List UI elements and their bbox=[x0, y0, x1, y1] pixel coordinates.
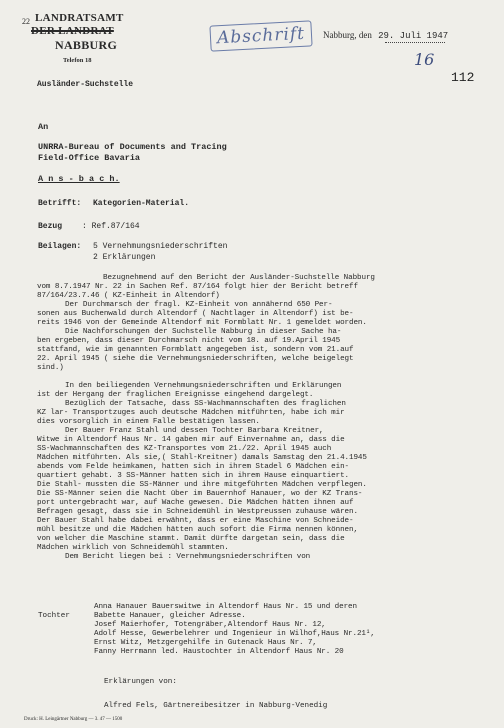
body-line: ben ergeben, dass dieser Durchmarsch nicht vom 18. auf 19.April 1945 bbox=[37, 337, 341, 345]
body-line: Dem Bericht liegen bei : Vernehmungsniederschriften von bbox=[65, 553, 311, 561]
reference-value: : Ref.87/164 bbox=[82, 222, 140, 231]
body-line: mühl besitze und die Mädchen hätten auch sofort die Firma nennen können, bbox=[37, 526, 358, 534]
recipient-an: An bbox=[38, 122, 49, 132]
body-line: SS-Wachmannschaften des KZ-Transportes vom 21./22. April 1945 auch bbox=[37, 445, 332, 453]
footer-print-note: Druck: H. Leingärtner Nabburg — 3. 47 — 1500 bbox=[24, 717, 123, 722]
witness-item: Adolf Hesse, Gewerbelehrer und Ingenieur in Wilhof,Haus Nr.21¹, bbox=[94, 630, 375, 638]
body-line: reits 1946 von der Gemeinde Altendorf mit Formblatt Nr. 1 gemeldet worden. bbox=[37, 319, 367, 327]
body-line: Der Durchmarsch der fragl. KZ-Einheit von annähernd 650 Per- bbox=[65, 301, 333, 309]
enclosures-label: Beilagen: bbox=[38, 242, 82, 251]
recipient-line1: UNRRA-Bureau of Documents and Tracing bbox=[38, 142, 227, 152]
body-line: von welcher die Maschine stammt. Damit dürfte dargetan sein, dass die bbox=[37, 535, 345, 543]
body-line: In den beiliegenden Vernehmungsniederschriften und Erklärungen bbox=[65, 382, 342, 390]
reference-label: Bezug bbox=[38, 222, 63, 231]
body-line: Der Bauer Franz Stahl und dessen Tochter Barbara Kreitner, bbox=[65, 427, 324, 435]
handwritten-number: 16 bbox=[414, 50, 435, 69]
body-line: Die SS-Männer seien die Nacht über im Bauernhof Hanauer, wo der KZ Trans- bbox=[37, 490, 363, 498]
body-line: ist der Hergang der fraglichen Ereignisse eingehend dargelegt. bbox=[37, 391, 314, 399]
recipient-line2: Field-Office Bavaria bbox=[38, 153, 141, 163]
date-prefix: Nabburg, den bbox=[323, 30, 372, 40]
body-line: dies vorsorglich in einem Falle bestätigen lassen. bbox=[37, 418, 260, 426]
body-line: Bezüglich der Tatsache, dass SS-Wachmannschaften des fraglichen bbox=[65, 400, 346, 408]
body-line: Mädchen wirklich von Schneidemühl stammten. bbox=[37, 544, 229, 552]
abschrift-stamp bbox=[209, 20, 312, 51]
declarations-heading: Erklärungen von: bbox=[104, 678, 177, 686]
witness-list bbox=[94, 603, 494, 657]
body-line: quartiert gehabt. 3 SS-Männer hatten sich in ihrem Hause einquartiert. bbox=[37, 472, 349, 480]
body-line: Die Nachforschungen der Suchstelle Nabburg in dieser Sache ha- bbox=[65, 328, 342, 336]
body-line: Bezugnehmend auf den Bericht der Ausländer-Suchstelle Nabburg bbox=[103, 274, 375, 282]
body-line: sonen aus Buchenwald durch Altendorf ( Nachtlager in Altendorf) ist be- bbox=[37, 310, 354, 318]
abschrift-text: Abschrift bbox=[216, 23, 306, 49]
body-line: KZ lar- Transportzuges auch deutsche Mädchen mitführten, habe ich mir bbox=[37, 409, 345, 417]
body-line: 22. April 1945 ( siehe die Vernehmungsniederschriften, welche beigelegt bbox=[37, 355, 354, 363]
body-line: Der Bauer Stahl habe dabei erwähnt, dass er eine Maschine von Schneide- bbox=[37, 517, 354, 525]
witness-item: Fanny Herrmann led. Haustochter in Altendorf Haus Nr. 20 bbox=[94, 648, 344, 656]
margin-number: 22 bbox=[22, 17, 30, 26]
body-line: sind.) bbox=[37, 364, 64, 372]
body-line: Mädchen mitführten. Als sie,( Stahl-Kreitner) damals Samstag den 21.4.1945 bbox=[37, 454, 367, 462]
body-text-block bbox=[37, 274, 497, 562]
page-number: 112 bbox=[451, 70, 475, 85]
date-day-month: 29. Juli bbox=[378, 31, 422, 41]
body-line: vom 8.7.1947 Nr. 22 in Sachen Ref. 87/164 folgt hier der Bericht betreff bbox=[37, 283, 358, 291]
enclosures-line2: 2 Erklärungen bbox=[93, 253, 156, 262]
letterhead-line2-struck: DER LANDRAT bbox=[31, 25, 114, 37]
body-line: Witwe in Altendorf Haus Nr. 14 gaben mir auf Einvernahme an, dass die bbox=[37, 436, 345, 444]
body-line: port untergebracht war, auf Wache gewesen. Die Mädchen hätten ihnen auf bbox=[37, 499, 354, 507]
letterhead-line1: LANDRATSAMT bbox=[35, 12, 124, 24]
recipient-line3: A n s - b a c h. bbox=[38, 174, 120, 184]
date-line bbox=[323, 30, 448, 41]
subject-value: Kategorien-Material. bbox=[93, 199, 190, 208]
witness-item: Josef Maierhofer, Totengräber,Altendorf Haus Nr. 12, bbox=[94, 621, 326, 629]
witness-item: Anna Hanauer Bauerswitwe in Altendorf Haus Nr. 15 und deren bbox=[94, 603, 357, 611]
subject-label: Betrifft: bbox=[38, 199, 82, 208]
sender-department: Ausländer-Suchstelle bbox=[37, 80, 134, 89]
letterhead-line3: NABBURG bbox=[55, 38, 118, 52]
witness-item: Babette Hanauer, gleicher Adresse. bbox=[94, 612, 246, 620]
body-line: Befragen gesagt, dass sie in Schneidemühl in Westpreussen zuhause wären. bbox=[37, 508, 358, 516]
enclosures-line1: 5 Vernehmungsniederschriften bbox=[93, 242, 228, 251]
body-line: Die Stahl- mussten die SS-Männer und ihre mitgeführten Mädchen verpflegen. bbox=[37, 481, 367, 489]
body-line: 87/164/23.7.46 ( KZ-Einheit in Altendorf) bbox=[37, 292, 220, 300]
body-line: abends vom Felde heimkamen, hatten sich in ihrem Stadel 6 Mädchen ein- bbox=[37, 463, 349, 471]
tochter-label: Tochter bbox=[38, 612, 70, 620]
date-underline bbox=[385, 42, 445, 43]
declarations-item: Alfred Fels, Gärtnereibesitzer in Nabburg-Venedig bbox=[104, 702, 328, 710]
date-year: 1947 bbox=[426, 31, 449, 41]
witness-item: Ernst Witz, Metzgergehilfe in Gutenack Haus Nr. 7, bbox=[94, 639, 317, 647]
body-line: stattfand, wie im genannten Formblatt angegeben ist, sondern vom 21.auf bbox=[37, 346, 354, 354]
letterhead-phone: Telefon 18 bbox=[63, 57, 92, 64]
